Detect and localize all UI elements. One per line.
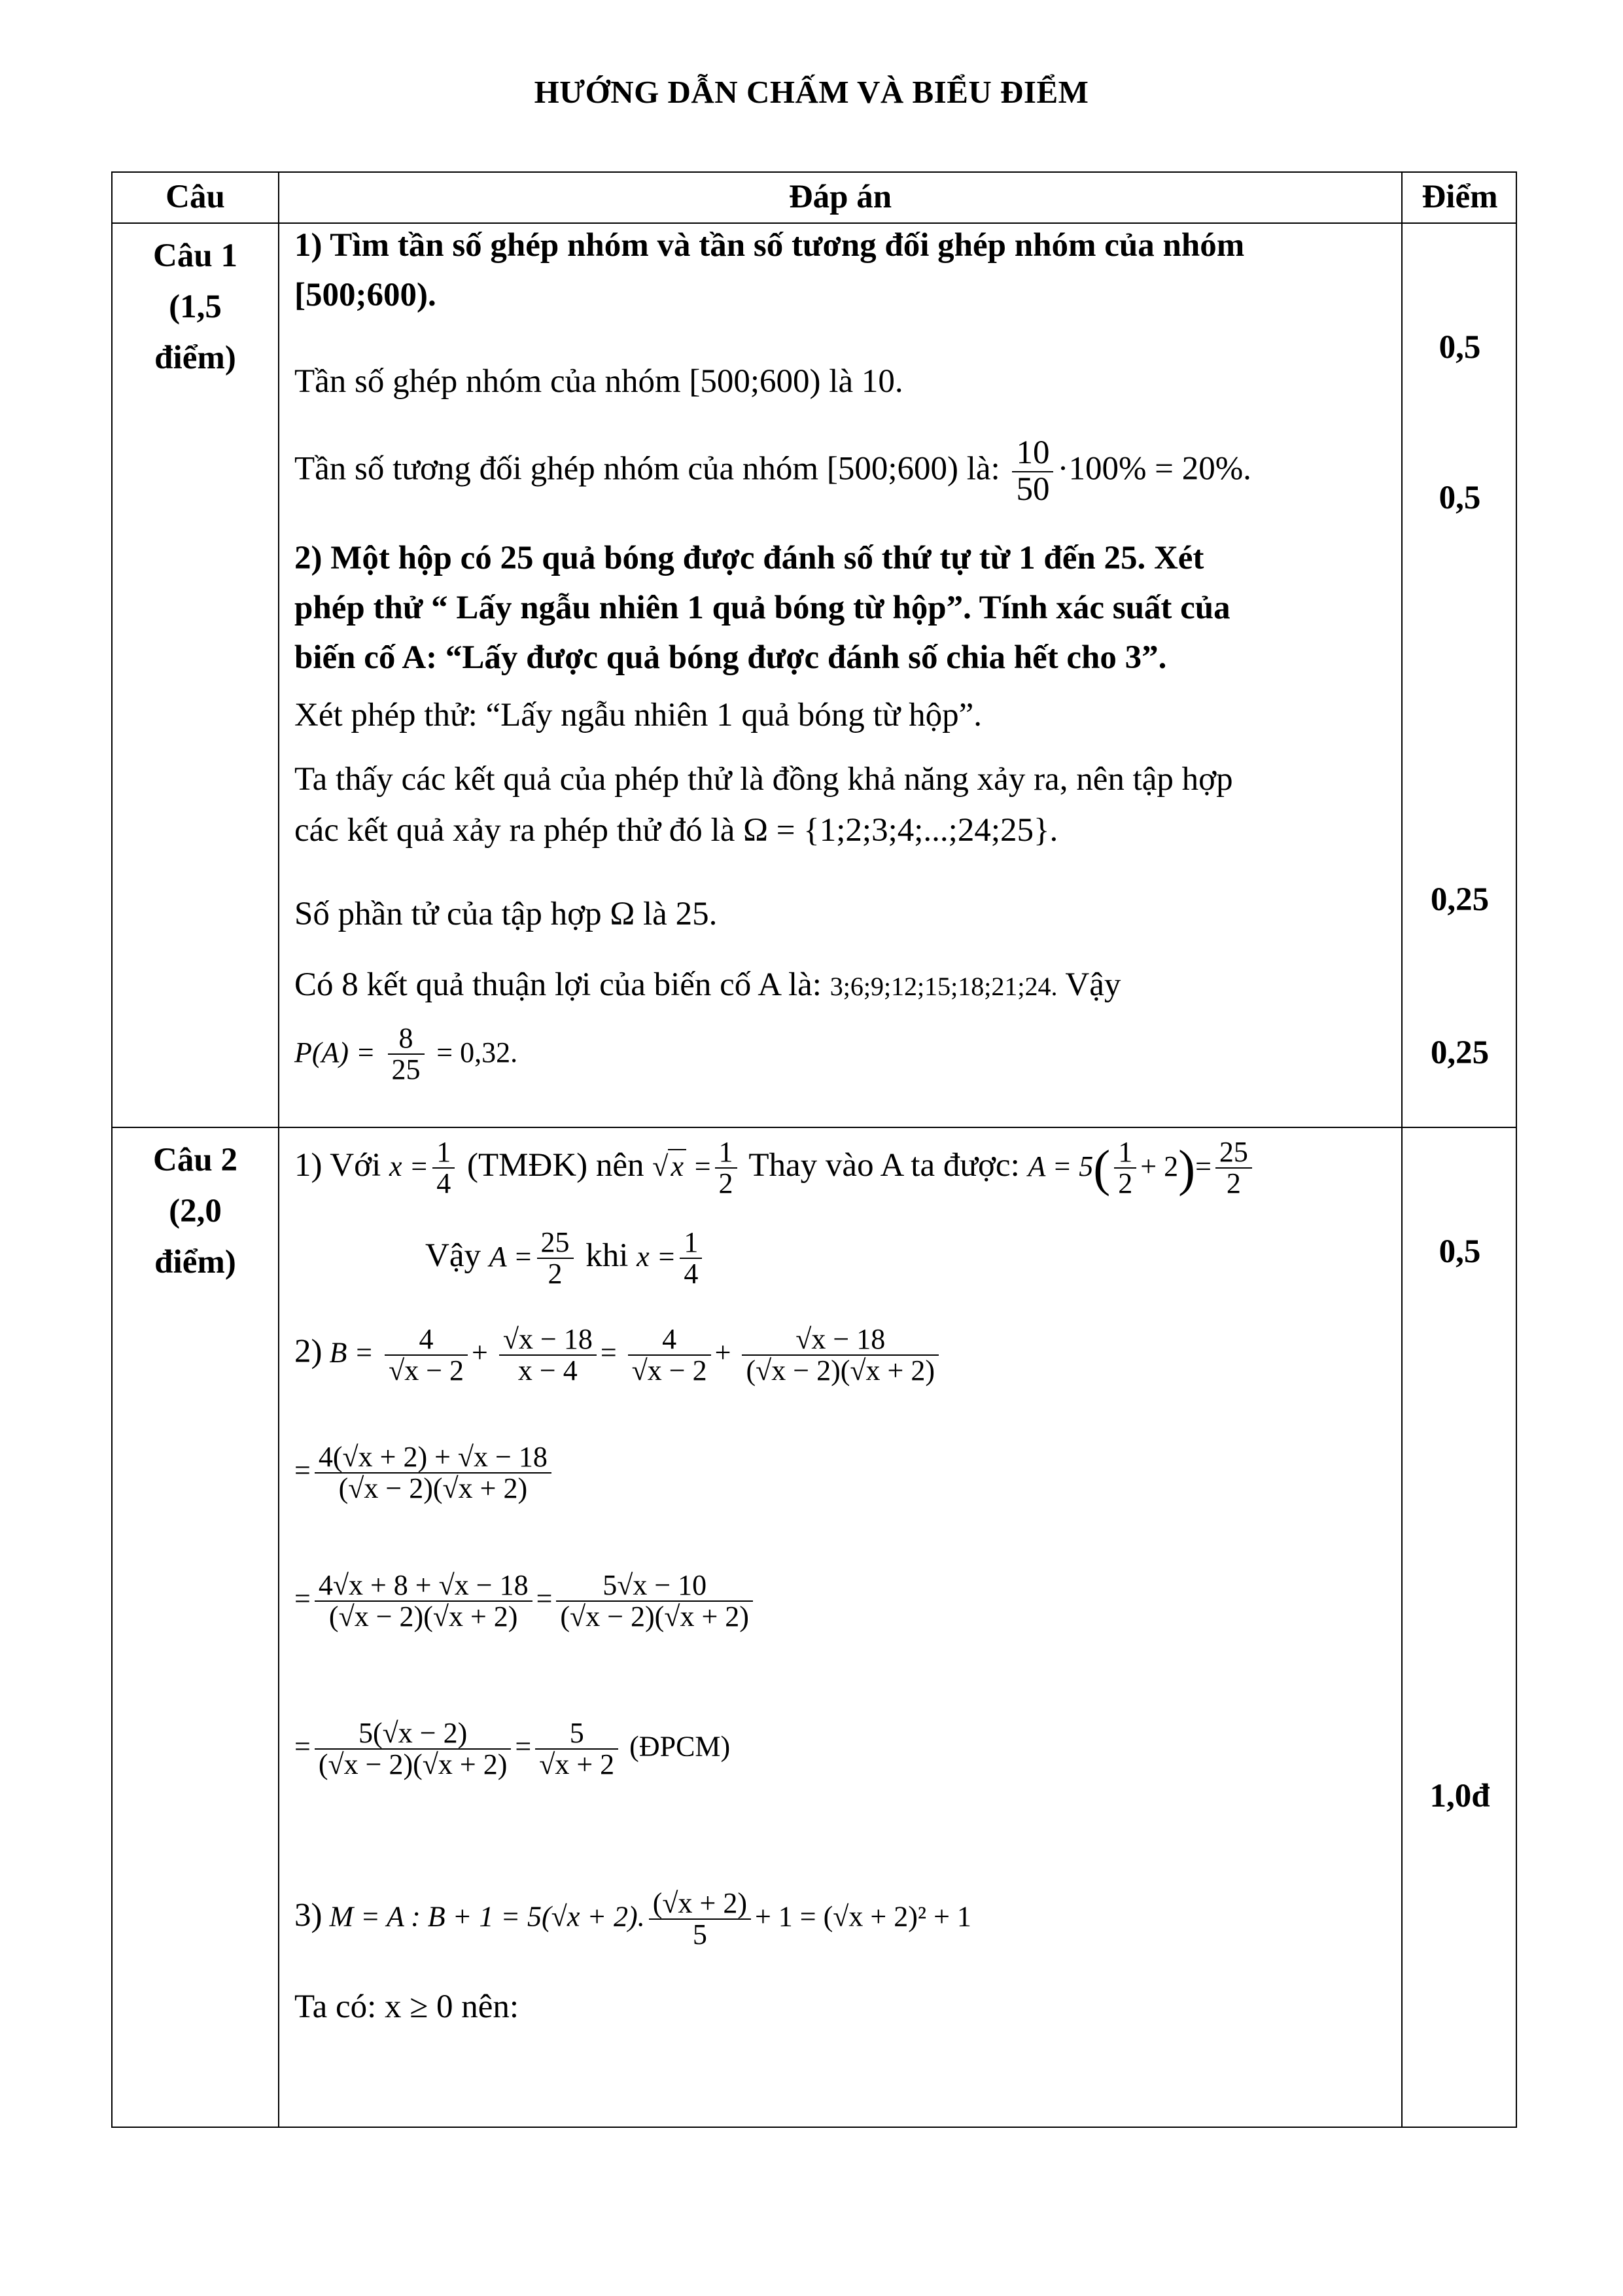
- q1-sample-space-line2: các kết quả xảy ra phép thử đó là Ω = {1;2;3;4;...;24;25}.: [294, 812, 1058, 849]
- fraction: $\frac{4(√x + 2) + √x - 18}{(√x - 2)(√x + 2)}$: [315, 1442, 551, 1504]
- header-diem: Điểm: [1422, 179, 1498, 215]
- q2-score-1: 0,5: [1439, 1233, 1481, 1270]
- q1-experiment-line: Xét phép thử: “Lấy ngẫu nhiên 1 quả bóng từ hộp”.: [294, 697, 982, 733]
- q2-condition-line: Ta có: x ≥ 0 nên:: [294, 1988, 519, 2025]
- fraction: $\frac{5√x - 10}{(√x - 2)(√x + 2)}$: [556, 1570, 753, 1632]
- q1-score-4: 0,25: [1430, 1034, 1490, 1071]
- q2-step-3: = $\frac{5(√x - 2)}{(√x - 2)(√x + 2)}$ = $\frac{5}{√x + 2}$ (ĐPCM): [294, 1717, 731, 1781]
- fraction: $\frac{√x - 18}{(√x - 2)(√x + 2)}$: [742, 1324, 939, 1386]
- q2-part1-line: 1) Với x = $\frac{1}{4}$ (TMĐK) nên √x = $\frac{1}{2}$ Thay vào A ta được: A = 5( $\frac{1}{2}$ + 2)= $\frac{25}{2}$: [294, 1137, 1256, 1199]
- fraction: $\frac{4}{√x - 2}$: [628, 1324, 711, 1386]
- fraction: $\frac{1}{4}$: [432, 1137, 455, 1199]
- q2-part3-line: 3) M = A : B + 1 = 5(√x + 2). $\frac{(√x + 2)}{5}$ + 1 = (√x + 2)² + 1: [294, 1887, 971, 1951]
- q1-favorable-line: Có 8 kết quả thuận lợi của biến cố A là: 3;6;9;12;15;18;21;24. Vậy: [294, 966, 1121, 1003]
- header-dapan: Đáp án: [788, 179, 892, 215]
- q2-score-2: 1,0đ: [1429, 1778, 1490, 1814]
- q1-frequency-line: Tần số ghép nhóm của nhóm [500;600) là 10.: [294, 363, 903, 400]
- q1-probability-line: P(A) = $\frac{8}{25}$ = 0,32.: [294, 1022, 518, 1086]
- fraction: $\frac{(√x + 2)}{5}$: [649, 1888, 751, 1950]
- grading-table: [111, 171, 1517, 2128]
- q1-sample-space-line1: Ta thấy các kết quả của phép thử là đồng khả năng xảy ra, nên tập hợp: [294, 761, 1233, 798]
- column-divider: [278, 173, 279, 2127]
- column-divider: [1401, 173, 1403, 2127]
- q1-score-2: 0,5: [1439, 480, 1481, 516]
- question-2-label: Câu 2 (2,0 điểm): [153, 1142, 237, 1280]
- q1-score-3: 0,25: [1430, 881, 1490, 918]
- q2-conclusion-line: Vậy A = $\frac{25}{2}$ khi x = $\frac{1}{4}$: [425, 1227, 706, 1289]
- q1-relative-frequency-line: Tần số tương đối ghép nhóm của nhóm [500;600) là: $\frac{10}{50}$ ·100% = 20%.: [294, 434, 1251, 508]
- q1-score-1: 0,5: [1439, 329, 1481, 366]
- row-divider: [113, 1127, 1516, 1128]
- header-cau: Câu: [166, 179, 225, 215]
- fraction: $\frac{1}{2}$: [1114, 1137, 1136, 1199]
- q1-part2-heading-line2: phép thử “ Lấy ngẫu nhiên 1 quả bóng từ hộp”. Tính xác suất của: [294, 590, 1230, 626]
- page-title: HƯỚNG DẪN CHẤM VÀ BIỂU ĐIỂM: [534, 74, 1089, 110]
- fraction: $\frac{10}{50}$: [1012, 436, 1053, 507]
- question-1-label: Câu 1 (1,5 điểm): [153, 238, 237, 376]
- fraction: $\frac{4√x + 8 + √x - 18}{(√x - 2)(√x + 2)}$: [315, 1570, 532, 1632]
- fraction: $\frac{√x - 18}{x - 4}$: [499, 1324, 597, 1386]
- fraction: $\frac{5}{√x + 2}$: [535, 1718, 618, 1780]
- fraction: $\frac{1}{2}$: [715, 1137, 737, 1199]
- fraction: $\frac{25}{2}$: [1215, 1137, 1252, 1199]
- fraction: $\frac{1}{4}$: [680, 1227, 702, 1289]
- q1-part1-heading: 1) Tìm tần số ghép nhóm và tần số tương đối ghép nhóm của nhóm: [294, 227, 1245, 264]
- q1-sample-size-line: Số phần tử của tập hợp Ω là 25.: [294, 896, 718, 932]
- q2-step-2: = $\frac{4√x + 8 + √x - 18}{(√x - 2)(√x + 2)}$ = $\frac{5√x - 10}{(√x - 2)(√x + 2)}$: [294, 1570, 757, 1632]
- q1-part2-heading-line1: 2) Một hộp có 25 quả bóng được đánh số thứ tự từ 1 đến 25. Xét: [294, 540, 1204, 576]
- fraction: $\frac{25}{2}$: [537, 1227, 574, 1289]
- q2-step-1: = $\frac{4(√x + 2) + √x - 18}{(√x - 2)(√x + 2)}$: [294, 1442, 555, 1504]
- q2-part2-line: 2) B = $\frac{4}{√x - 2}$ + $\frac{√x - 18}{x - 4}$ = $\frac{4}{√x - 2}$ + $\frac{√x - 18}{(√x - 2)(√x + 2)}$: [294, 1324, 943, 1386]
- q1-part2-heading-line3: biến cố A: “Lấy được quả bóng được đánh số chia hết cho 3”.: [294, 639, 1167, 676]
- fraction: $\frac{8}{25}$: [388, 1023, 425, 1085]
- row-divider: [113, 222, 1516, 224]
- q1-part1-interval: [500;600).: [294, 277, 436, 313]
- fraction: $\frac{5(√x - 2)}{(√x - 2)(√x + 2)}$: [315, 1718, 512, 1780]
- fraction: $\frac{4}{√x - 2}$: [385, 1324, 468, 1386]
